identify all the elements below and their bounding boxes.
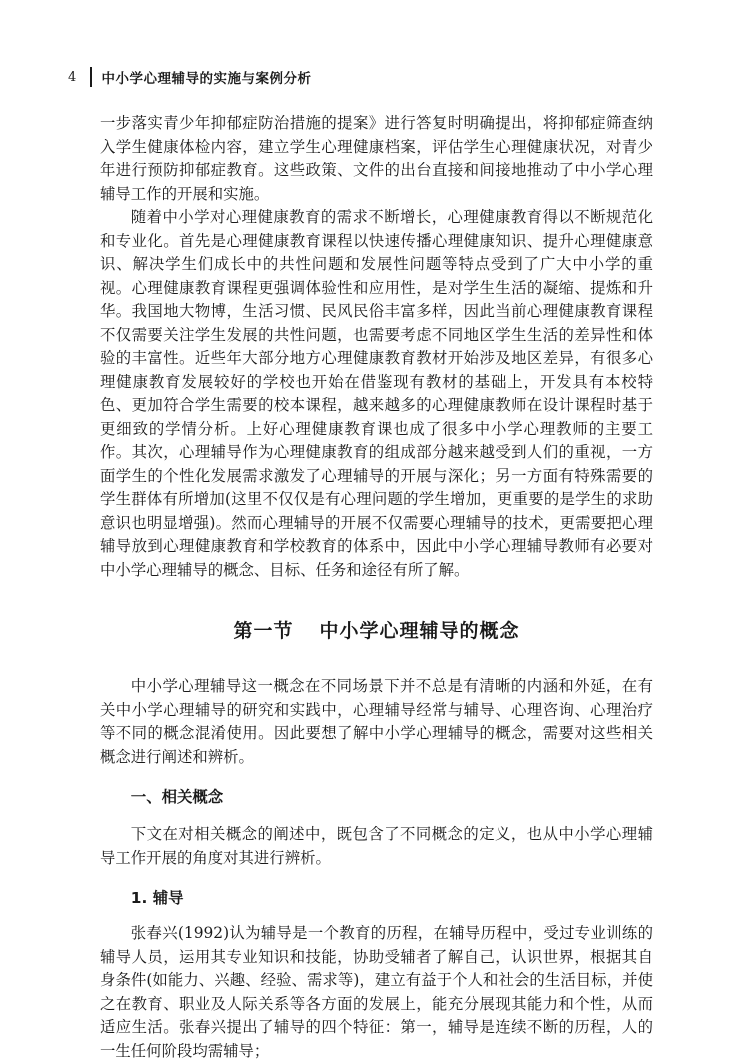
subheading-guidance: 1. 辅导 [130, 889, 184, 907]
page-header [68, 66, 312, 88]
paragraph-guidance-definition: 张春兴(1992)认为辅导是一个教育的历程，在辅导历程中，受过专业训练的辅导人员，运用其专业知识和技能，协助受辅者了解自己，认识世界，根据其自身条件(如能力、兴趣、经验、需求等)，建立有益于个人和社会的生活目标，并使之在教育、职业及人际关系等各方面的发展上，能充分展现其能力和个性，从而适应生活。张春兴提出了辅导的四个特征：第一，辅导是连续不断的历程，人的一生任何阶段均需辅导； [100, 924, 653, 1060]
running-title: 中小学心理辅导的实施与案例分析 [101, 71, 312, 87]
paragraph-development: 随着中小学对心理健康教育的需求不断增长，心理健康教育得以不断规范化和专业化。首先是心理健康教育课程以快速传播心理健康知识、提升心理健康意识、解决学生们成长中的共性问题和发展性问题等特点受到了广大中小学的重视。心理健康教育课程更强调体验性和应用性，是对学生生活的凝缩、提炼和升华。我国地大物博，生活习惯、民风民俗丰富多样，因此当前心理健康教育课程不仅需要关注学生发展的共性问题，也需要考虑不同地区学生生活的差异性和体验的丰富性。近些年大部分地方心理健康教育教材开始涉及地区差异，有很多心理健康教育发展较好的学校也开始在借鉴现有教材的基础上，开发具有本校特色、更加符合学生需要的校本课程，越来越多的心理健康教师在设计课程时基于更细致的学情分析。上好心理健康教育课也成了很多中小学心理教师的主要工作。其次，心理辅导作为心理健康教育的组成部分越来越受到人们的重视，一方面学生的个性化发展需求激发了心理辅导的开展与深化；另一方面有特殊需要的学生群体有所增加(这里不仅仅是有心理问题的学生增加，更重要的是学生的求助意识也明显增强)。然而心理辅导的开展不仅需要心理辅导的技术，更需要把心理辅导放到心理健康教育和学校教育的体系中，因此中小学心理辅导教师有必要对中小学心理辅导的概念、目标、任务和途径有所了解。 [100, 208, 653, 579]
header-divider [90, 67, 92, 87]
paragraph-related-intro: 下文在对相关概念的阐述中，既包含了不同概念的定义，也从中小学心理辅导工作开展的角度对其进行辨析。 [100, 825, 653, 867]
section-heading [100, 616, 653, 643]
paragraph-continued: 一步落实青少年抑郁症防治措施的提案》进行答复时明确提出，将抑郁症筛查纳入学生健康体检内容，建立学生心理健康档案，评估学生心理健康状况，对青少年进行预防抑郁症教育。这些政策、文件的出台直接和间接地推动了中小学心理辅导工作的开展和实施。 [100, 114, 653, 203]
section-title: 中小学心理辅导的概念 [319, 620, 520, 642]
section-number: 第一节 [233, 620, 294, 642]
subheading-related-concepts: 一、相关概念 [130, 788, 224, 806]
page-body [100, 112, 653, 1063]
page-number: 4 [68, 69, 77, 85]
paragraph-concept-intro: 中小学心理辅导这一概念在不同场景下并不总是有清晰的内涵和外延，在有关中小学心理辅导的研究和实践中，心理辅导经常与辅导、心理咨询、心理治疗等不同的概念混淆使用。因此要想了解中小学心理辅导的概念，需要对这些相关概念进行阐述和辨析。 [100, 677, 653, 766]
